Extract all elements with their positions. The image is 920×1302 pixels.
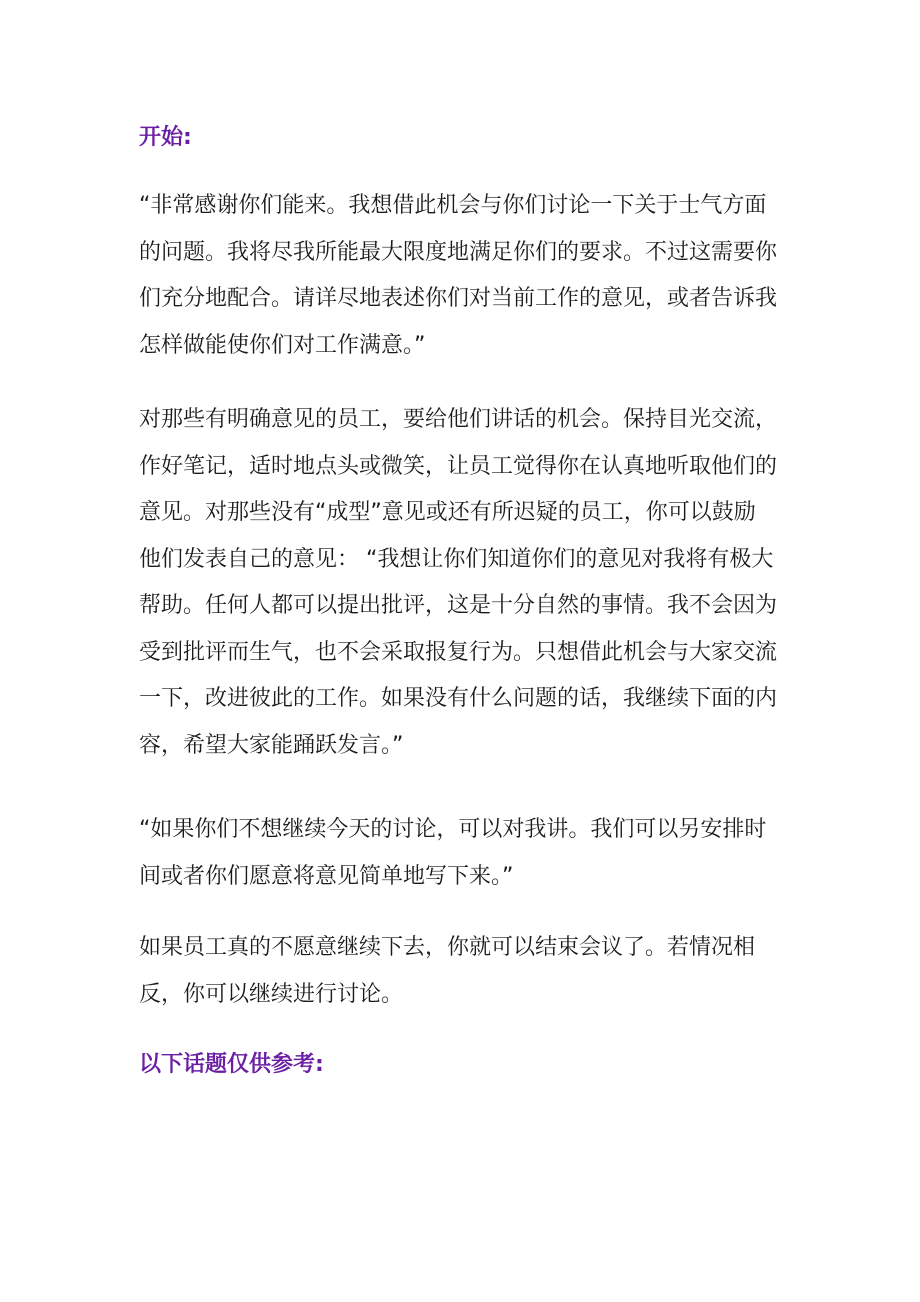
text-line: 容，希望大家能踊跃发言。” — [139, 732, 404, 758]
text-line: 间或者你们愿意将意见简单地写下来。” — [139, 863, 514, 889]
paragraph-alternative-quote — [139, 807, 789, 900]
text-line: 他们发表自己的意见： “我想让你们知道你们的意见对我将有极大 — [139, 546, 774, 572]
paragraph-opening-quote — [139, 183, 789, 369]
paragraph-encourage-opinions — [139, 397, 789, 769]
paragraph-end-or-continue — [139, 925, 789, 1018]
text-line: 如果员工真的不愿意继续下去，你就可以结束会议了。若情况相 — [139, 935, 756, 960]
text-line: 受到批评而生气，也不会采取报复行为。只想借此机会与大家交流 — [139, 639, 778, 665]
heading-start: 开始: — [139, 125, 192, 150]
text-line: 的问题。我将尽我所能最大限度地满足你们的要求。不过这需要你 — [139, 239, 778, 265]
text-line: 对那些有明确意见的员工，要给他们讲话的机会。保持目光交流， — [139, 407, 778, 432]
text-line: “如果你们不想继续今天的讨论，可以对我讲。我们可以另安排时 — [139, 817, 767, 842]
heading-reference-topics: 以下话题仅供参考: — [139, 1052, 324, 1077]
text-line: 一下，改进彼此的工作。如果没有什么问题的话，我继续下面的内 — [139, 686, 778, 711]
text-line: 们充分地配合。请详尽地表述你们对当前工作的意见，或者告诉我 — [139, 286, 778, 311]
text-line: 作好笔记，适时地点头或微笑，让员工觉得你在认真地听取他们的 — [139, 453, 778, 479]
text-line: 反，你可以继续进行讨论。 — [139, 981, 404, 1007]
text-line: 怎样做能使你们对工作满意。” — [139, 332, 426, 358]
text-line: 帮助。任何人都可以提出批评，这是十分自然的事情。我不会因为 — [139, 593, 778, 618]
text-line: “非常感谢你们能来。我想借此机会与你们讨论一下关于士气方面 — [139, 193, 767, 218]
text-line: 意见。对那些没有“成型”意见或还有所迟疑的员工，你可以鼓励 — [139, 500, 756, 525]
